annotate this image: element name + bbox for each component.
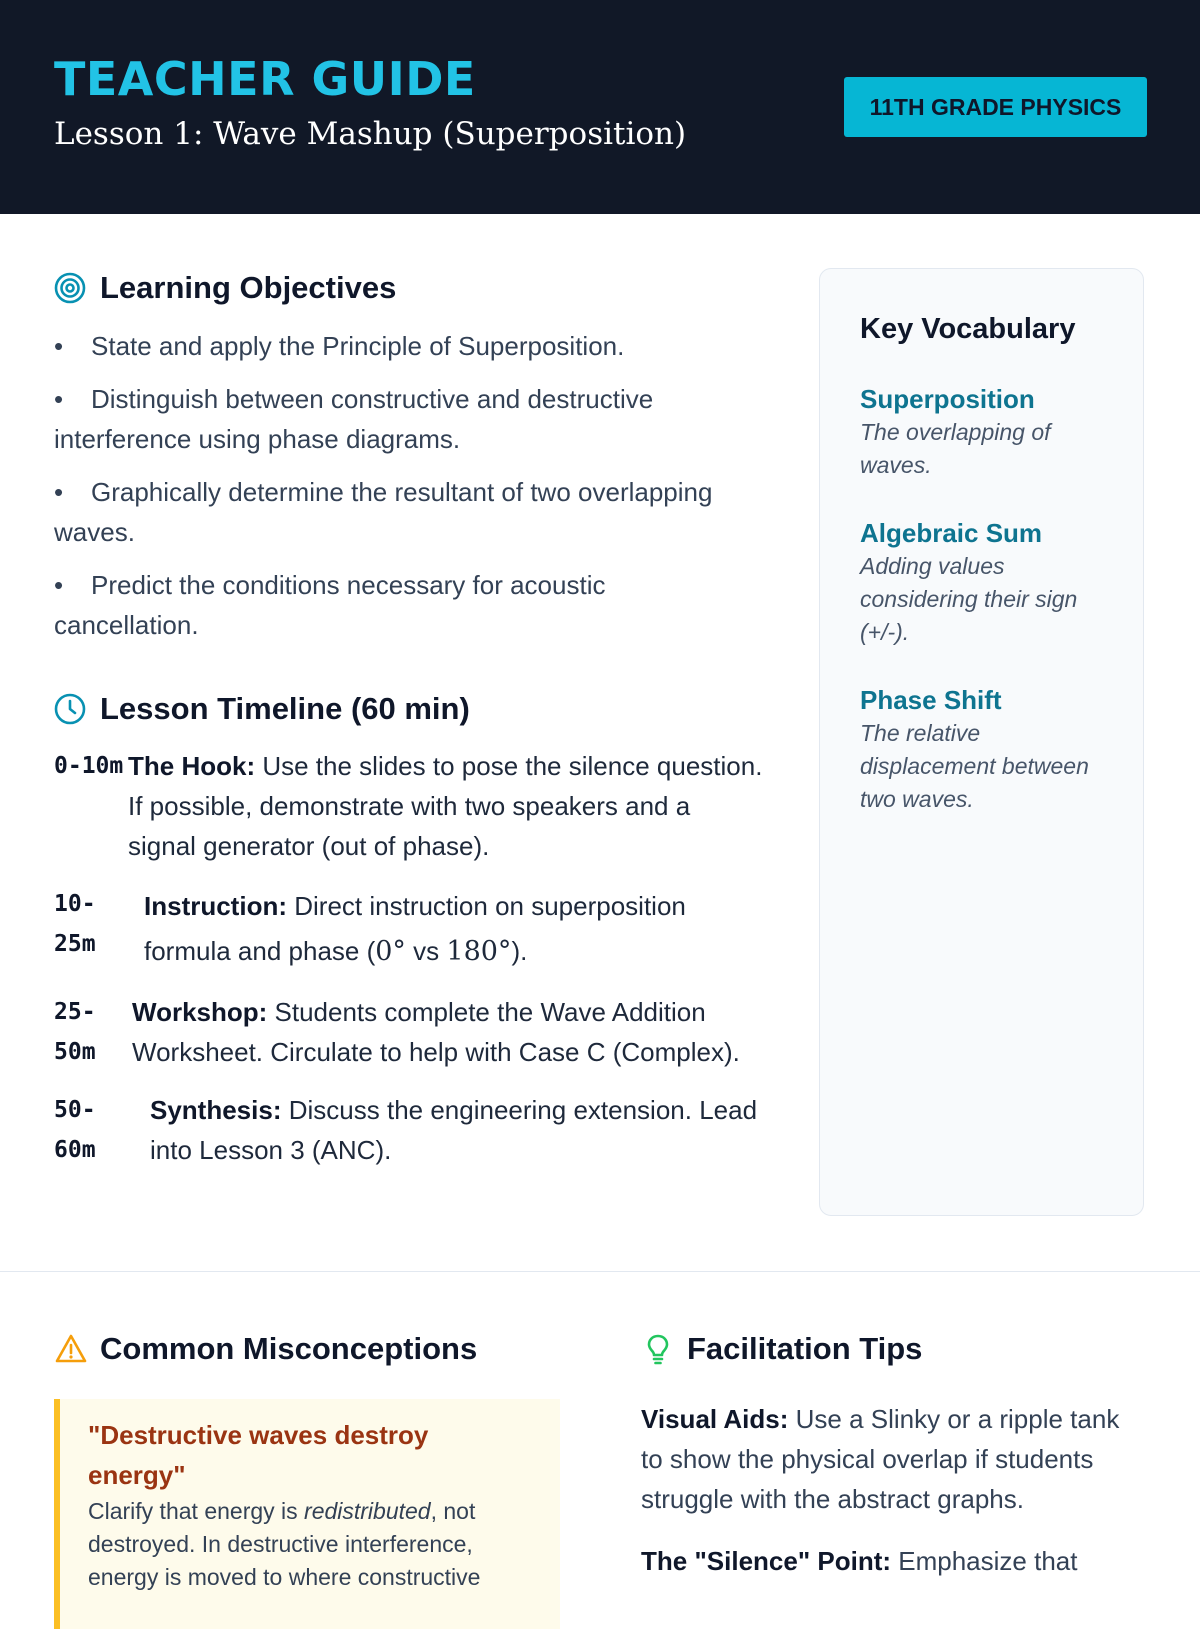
tips-heading (641, 1331, 922, 1367)
tip-label: Visual Aids: (641, 1404, 789, 1434)
vocab-definition: Adding values considering their sign (+/-). (860, 553, 1078, 645)
misconception-emphasis: redistributed (304, 1498, 431, 1524)
misconception-title: "Destructive waves destroy energy" (88, 1420, 429, 1490)
vocab-term: Algebraic Sum (860, 518, 1043, 548)
timeline-row (54, 746, 764, 866)
timeline-time: 50-60m (54, 1097, 96, 1163)
timeline-list (54, 746, 764, 1188)
timeline-row (54, 884, 764, 974)
vocab-term: Phase Shift (860, 685, 1002, 715)
objectives-list (54, 326, 754, 658)
page-header (0, 0, 1200, 214)
timeline-desc: Students complete the Wave Addition Worksheet. Circulate to help with Case C (Complex). (132, 997, 740, 1067)
math-expression: 0° (375, 936, 406, 967)
vocab-term: Superposition (860, 384, 1035, 414)
list-item: • Distinguish between constructive and destructive interference using phase diagrams. (54, 379, 754, 459)
timeline-desc: Discuss the engineering extension. Lead into Lesson 3 (ANC). (150, 1095, 758, 1165)
lesson-subtitle: Lesson 1: Wave Mashup (Superposition) (54, 116, 687, 152)
timeline-row (54, 992, 764, 1072)
timeline-label: Synthesis: (150, 1095, 282, 1125)
math-expression: 180° (446, 936, 512, 967)
misconceptions-heading (54, 1331, 477, 1367)
timeline-time: 10-25m (54, 891, 96, 957)
timeline-text (126, 1090, 764, 1170)
vocabulary-heading: Key Vocabulary (860, 313, 1076, 345)
objectives-heading (54, 270, 396, 306)
timeline-heading-text: Lesson Timeline (60 min) (100, 691, 470, 726)
vocabulary-panel (819, 268, 1144, 1216)
timeline-desc: ). (511, 936, 528, 966)
timeline-text (126, 746, 764, 866)
tip-text: Use a Slinky or a ripple tank to show the physical overlap if students struggle with the abstract graphs. (641, 1404, 1120, 1514)
tips-list (641, 1399, 1121, 1603)
misconceptions-heading-text: Common Misconceptions (100, 1331, 478, 1366)
list-item: • State and apply the Principle of Superposition. (54, 326, 754, 366)
vocab-definition: The relative displacement between two waves. (860, 720, 1089, 812)
grade-badge: 11TH GRADE PHYSICS (844, 77, 1147, 137)
lightbulb-icon (641, 1332, 675, 1366)
section-divider (0, 1271, 1200, 1272)
timeline-time: 25-50m (54, 999, 96, 1065)
timeline-row (54, 1090, 764, 1170)
misconception-card (54, 1399, 560, 1629)
timeline-desc: Direct instruction on superposition formula and phase ( (144, 891, 686, 966)
timeline-label: Workshop: (132, 997, 268, 1027)
tips-heading-text: Facilitation Tips (687, 1331, 923, 1366)
misconception-text: Clarify that energy is (88, 1498, 305, 1524)
target-icon (54, 271, 88, 305)
timeline-label: Instruction: (144, 891, 287, 921)
timeline-label: The Hook: (128, 751, 256, 781)
timeline-desc: Use the slides to pose the silence question. If possible, demonstrate with two speakers and a signal generator (out of phase). (128, 751, 763, 861)
tip-text: Emphasize that (898, 1546, 1078, 1576)
objectives-heading-text: Learning Objectives (100, 270, 397, 305)
list-item: • Graphically determine the resultant of two overlapping waves. (54, 472, 754, 552)
tip-item (641, 1399, 1121, 1519)
timeline-text (126, 992, 764, 1072)
vocab-definition: The overlapping of waves. (860, 419, 1051, 478)
timeline-heading (54, 691, 470, 727)
clock-icon (54, 692, 88, 726)
page-title: TEACHER GUIDE (54, 52, 476, 106)
timeline-text (126, 884, 764, 974)
misconception-text: , not destroyed. In destructive interference, energy is moved to where constructive (88, 1498, 481, 1590)
warning-icon (54, 1332, 88, 1366)
timeline-time: 0-10m (54, 753, 124, 779)
list-item: • Predict the conditions necessary for acoustic cancellation. (54, 565, 754, 645)
misconception-body (88, 1495, 532, 1594)
tip-item (641, 1541, 1121, 1581)
tip-label: The "Silence" Point: (641, 1546, 892, 1576)
timeline-desc: vs (405, 936, 447, 966)
